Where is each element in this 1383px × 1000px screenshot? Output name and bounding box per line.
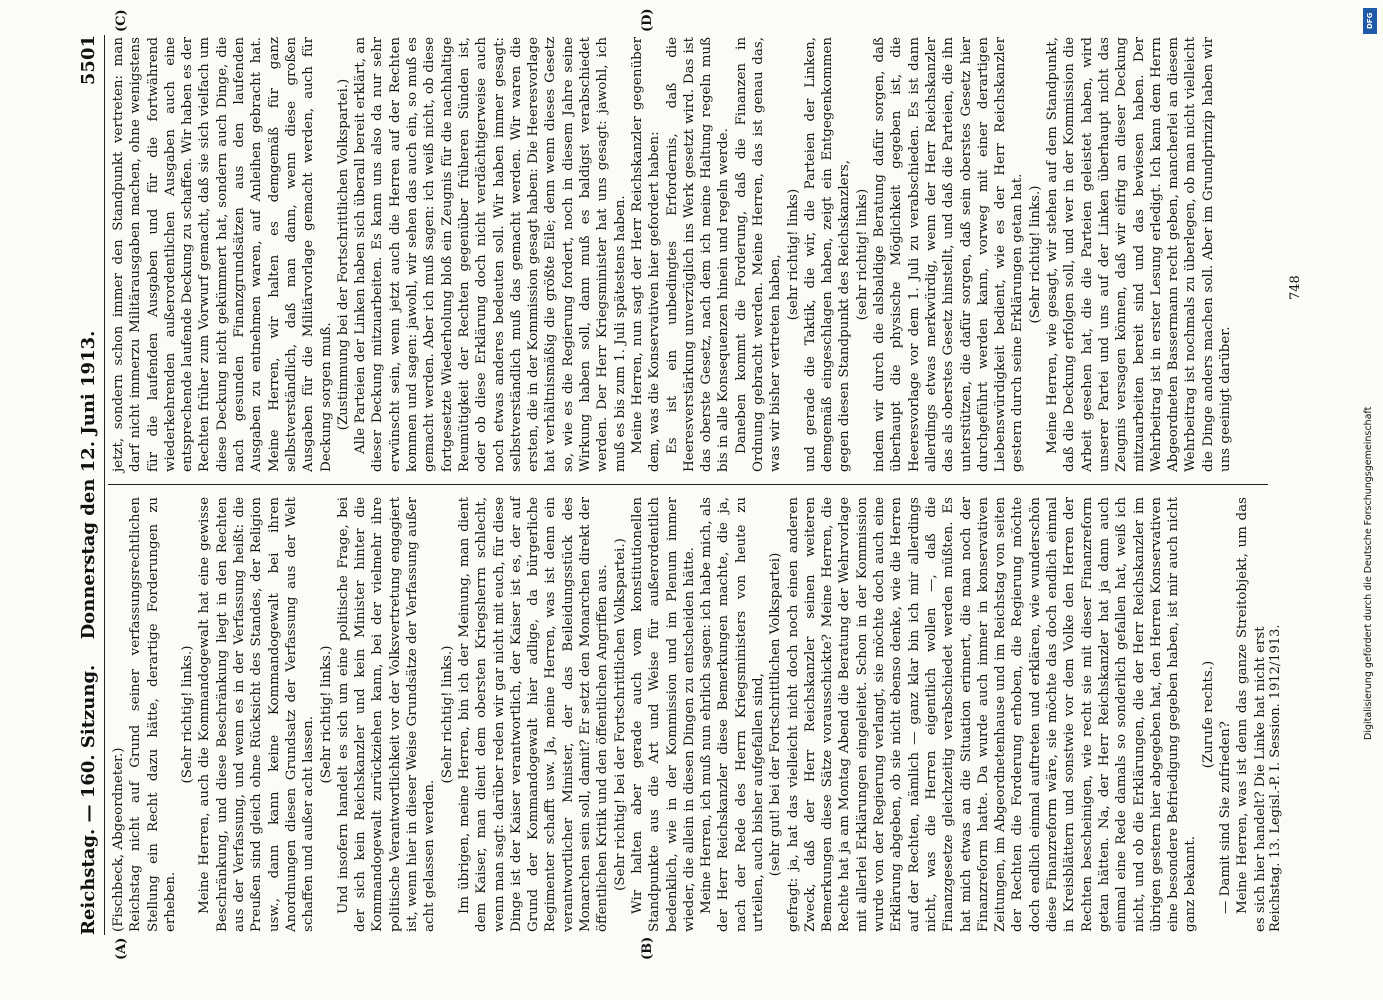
- printed-page-number: 748: [1288, 275, 1303, 300]
- marker-c: (C): [114, 9, 129, 32]
- header-date: Donnerstag den 12. Juni 1913.: [78, 330, 99, 640]
- interjection: (Sehr richtig! links.): [318, 645, 334, 784]
- paragraph: Meine Herren, was ist denn das ganze Streitobjekt, um das es sich hier handelt? Die Linke hat nicht erst: [1235, 497, 1268, 932]
- interjection: (sehr richtig! links): [785, 188, 801, 321]
- paragraph: Wir halten aber gerade auch vom konstitutionellen Standpunkte aus die Art und Weise für außerordentlich bedenklich, wie in der Kommission und im Plenum immer wieder, die allein in diesen Dingen zu entscheiden hätte.: [629, 497, 697, 932]
- funding-note: Digitalisierung gefördert durch die Deutsche Forschungsgemeinschaft: [1363, 406, 1374, 740]
- paragraph: Meine Herren, ich muß nun ehrlich sagen: ich habe mich, als der Herr Reichskanzler diese Bemerkungen machte, die ja, nach der Rede des Herrn Kriegsministers von heute zu urteilen, auch bisher aufgefallen sind,: [699, 497, 766, 932]
- paragraph: Reichstag nicht auf Grund seiner verfassungsrechtlichen Stellung ein Recht dazu hätte, derartige Forderungen zu erheben.: [128, 497, 178, 932]
- paragraph: Meine Herren, auch die Kommandogewalt hat eine gewisse Beschränkung, und diese Beschränkung liegt in den Rechten aus der Verfassung, und wenn es in der Verfassung heißt: die Preußen sind gleich ohne Rücksicht des Standes, der Religion usw., dann kann keine Kommandogewalt bei ihren Anordnungen diesen Grundsatz der Verfassung aus der Welt schaffen und außer acht lassen.: [197, 497, 317, 932]
- right-column: [110, 37, 1260, 472]
- interjection: (Sehr richtig! links.): [180, 645, 196, 784]
- left-column: [110, 497, 1268, 932]
- paragraph: — Damit sind Sie zufrieden?: [1218, 721, 1233, 914]
- paragraph: Daneben kommt die Forderung, daß die Finanzen in Ordnung gebracht werden. Meine Herren, das ist genau das, was wir bisher vertreten haben,: [733, 37, 784, 472]
- header-left: Reichstag. — 160. Sitzung.: [78, 664, 99, 935]
- interjection: (Zurufe rechts.): [1200, 660, 1216, 769]
- dfg-logo[interactable]: DFG: [1363, 8, 1377, 34]
- paragraph: Alle Parteien der Linken haben sich überall bereit erklärt, an dieser Deckung mitzuarbeiten. Es kann uns also da nur sehr erwünscht sein, wenn jetzt auch die Herren auf der Rechten kommen und sagen: jawohl, wir sehen das auch ein, so muß es gemacht werden. Aber ich muß sagen: ich weiß nicht, ob diese fortgesetzte Wiederholung bloß ein Zeugnis für die nachhaltige Reumütigkeit der Rechten gegenüber früheren Sünden ist, oder ob diese Erklärung doch nicht verdächtigerweise auch noch etwas anderes bedeuten soll. Wir haben immer gesagt: selbstverständlich muß das gemacht werden. Wir waren die ersten, die in der Kommission gesagt haben: Die Heeresvorlage hat verhältnismäßig die größte Eile; denn wenn dieses Gesetz so, wie es die Regierung fordert, noch in diesem Jahre seine Wirkung haben soll, dann muß es baldigst verabschiedet werden. Der Herr Kriegsminister hat uns gesagt: jawohl, ich muß es bis zum 1. Juli spätestens haben.: [353, 37, 628, 472]
- paragraph: (Fischbeck, Abgeordneter.): [111, 747, 126, 932]
- marker-b: (B): [640, 936, 655, 960]
- paragraph: indem wir durch die alsbaldige Beratung dafür sorgen, daß überhaupt die physische Möglichkeit gegeben ist, die Heeresvorlage vor dem 1. Juli zu verabschieden. Es ist dann allerdings etwas merkwürdig, wenn der Herr Reichskanzler das als oberstes Gesetz hinstellt, und daß die Parteien, die ihn unterstützen, die dafür sorgen, daß sein oberstes Gesetz hier durchgeführt werden kann, vorweg mit einer derartigen Liebenswürdigkeit bedient, wie es der Herr Reichskanzler gestern durch seine Erklärungen getan hat.: [872, 37, 1026, 472]
- paragraph: Und insofern handelt es sich um eine politische Frage, bei der sich kein Reichskanzler und kein Minister hinter die Kommandogewalt zurückziehen kann, bei der vielmehr ihre politische Verantwortlichkeit vor der Volksvertretung engagiert ist, wenn hier in dieser Weise Grundsätze der Verfassung außer acht gelassen werden.: [335, 497, 438, 932]
- interjection: (Sehr richtig! bei der Fortschrittlichen Volkspartei.): [612, 538, 628, 891]
- header-page-number: 5501: [78, 35, 99, 86]
- paragraph: Im übrigen, meine Herren, bin ich der Meinung, man dient dem Kaiser, man dient dem obersten Kriegsherrn schlecht, wenn man sagt: darüber reden wir gar nicht mit euch, für diese Dinge ist der Kaiser verantwortlich, der Kaiser ist es, der auf Grund der Kommandogewalt hier adlige, da bürgerliche Regimenter schafft usw. Ja, meine Herren, was ist denn ein verantwortlicher Minister, der das Beileidungsstück des Monarchen sein soll, damit? Er setzt den Monarchen direkt der öffentlichen Kritik und den öffentlichen Angriffen aus.: [456, 497, 611, 932]
- interjection: (Zustimmung bei der Fortschrittlichen Volkspartei.): [335, 78, 351, 431]
- paragraph: gefragt: ja, hat das vielleicht nicht doch noch einen anderen Zweck, daß der Herr Reichskanzler seinen weiteren Bemerkungen diese Sätze vorausschickte? Meine Herren, die Rechte hat ja am Montag Abend die Beratung der Wehrvorlage mit allerlei Erklärungen eingeleitet. Schon in der Kommission wurde von der Regierung verlangt, sie möchte doch auch eine Erklärung abgeben, ob sie nicht ebenso denke, wie die Herren auf der Rechten, nämlich — ganz klar bin ich mir allerdings nicht, was die Herren eigentlich wollen —, daß die Finanzgesetze gleichzeitig verabschiedet werden müßten. Es hat mich etwas an die Situation erinnert, die man noch der Finanzreform hatte. Da wurde auch immer in konservativen Zeitungen, im Abgeordnetenhause und im Reichstag von seiten der Rechten die Forderung erhoben, die Regierung möchte doch endlich einmal auftreten und erklären, wie wunderschön diese Finanzreform wäre, sie möchte das doch endlich einmal in Kreisblättern und sonstwie vor dem Volke den Herren der Rechten bescheinigen, wie recht sie mit dieser Finanzreform getan hätten. Na, der Herr Reichskanzler hat ja dann auch einmal eine Rede damals so sonderlich gefallen hat, weiß ich nicht, und ob die Erklärungen, die der Herr Reichskanzler im übrigen gestern hier abgegeben hat, den Herren Konservativen eine besondere Befriedigung gegeben haben, ist mir auch nicht ganz bekannt.: [785, 497, 1199, 932]
- page-footer: Reichstag. 13. Legisl.-P. I. Session. 1912/1913.: [1268, 624, 1283, 932]
- interjection: (sehr richtig! links): [854, 188, 870, 321]
- interjection: (Sehr richtig! links.): [439, 645, 455, 784]
- quotation: Es ist ein unbedingtes Erfordernis, daß die Heeresverstärkung unverzüglich ins Werk gesetzt wird. Das ist das oberste Gesetz, nach dem ich meine Haltung regeln muß bis in alle Konsequenzen hinein und regeln werde.: [664, 37, 732, 472]
- marker-a: (A): [114, 937, 129, 960]
- marker-d: (D): [640, 8, 655, 32]
- paragraph: Meine Herren, nun sagt der Herr Reichskanzler gegenüber dem, was die Konservativen hier gefordert haben:: [629, 37, 663, 472]
- paragraph: Meine Herren, wie gesagt, wir stehen auf dem Standpunkt, daß die Deckung erfolgen soll, und wer in der Kommission die Arbeit gesehen hat, die die Parteien geleistet haben, wird unserer Partei und uns auf der Linken überhaupt nicht das Zeugnis versagen können, daß wir eifrig an dieser Deckung mitzuarbeiten bereit sind und das bewiesen haben. Der Wehrbeitrag ist in erster Lesung erledigt. Ich kann dem Herrn Abgeordneten Bassermann recht geben, mancherlei an diesem Wehrbeitrag ist nochmals zu überlegen, ob man nicht vielleicht die Dinge anders machen soll. Aber im Grundprinzip haben wir uns geeinigt darüber.: [1045, 37, 1233, 472]
- interjection: (sehr gut! bei der Fortschrittlichen Volkspartei): [768, 552, 784, 877]
- paragraph: jetzt, sondern schon immer den Standpunkt vertreten: man darf nicht immerzu Militärausgaben machen, ohne wenigstens für die laufenden Ausgaben und für die fortwährend wiederkehrenden außerordentlichen Ausgaben auch eine entsprechende laufende Deckung zu schaffen. Wir haben es der Rechten früher zum Vorwurf gemacht, daß sie sich vielfach um diese Deckung nicht gekümmert hat, sondern auch Dinge, die nach gesunden Finanzgrundsätzen aus den laufenden Ausgaben zu entnehmen waren, auf Anleihen gebracht hat. Meine Herren, wir halten es demgemäß für ganz selbstverständlich, daß man dann, wenn diese großen Ausgaben für die Militärvorlage gemacht werden, auch für Deckung sorgen muß.: [111, 37, 334, 472]
- dfg-sidebar: [1363, 0, 1379, 1000]
- interjection: (Sehr richtig! links.): [1027, 185, 1043, 324]
- column-rule: [108, 484, 1268, 485]
- paragraph: und gerade die Taktik, die wir, die Parteien der Linken, demgemäß eingeschlagen haben, zeigt ein Entgegenkommen gegen diesen Standpunkt des Reichskanzlers,: [802, 37, 853, 472]
- header-rule: [104, 35, 105, 935]
